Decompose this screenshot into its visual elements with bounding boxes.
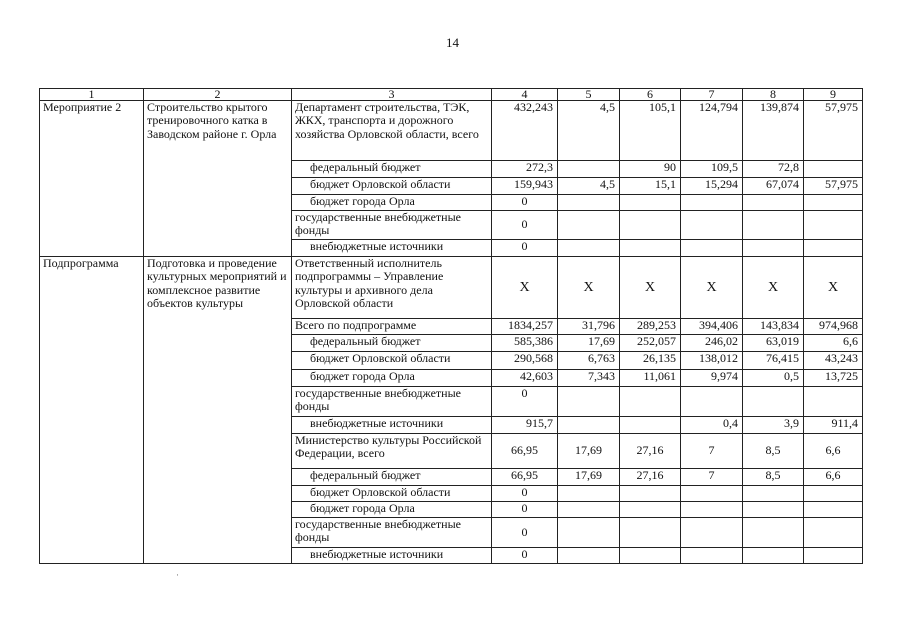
value-cell: 585,386	[492, 335, 558, 352]
value-cell: 17,69	[558, 335, 620, 352]
subprogram-name-cell: Подготовка и проведение культурных мероприятий и комплексное развитие объектов культуры	[144, 257, 292, 564]
value-cell: 17,69	[558, 434, 620, 469]
value-cell	[620, 195, 681, 211]
value-cell	[804, 548, 863, 564]
value-cell: 8,5	[743, 469, 804, 486]
funding-source-cell: федеральный бюджет	[292, 335, 492, 352]
value-cell: 6,6	[804, 335, 863, 352]
value-cell	[558, 502, 620, 518]
value-cell	[681, 502, 743, 518]
value-cell: 6,6	[804, 434, 863, 469]
value-cell	[743, 486, 804, 502]
funding-source-cell: государственные внебюджетные фонды	[292, 518, 492, 548]
value-cell: 13,725	[804, 370, 863, 387]
value-cell	[804, 387, 863, 417]
value-cell: 911,4	[804, 417, 863, 434]
value-cell: 394,406	[681, 319, 743, 335]
value-cell: 76,415	[743, 352, 804, 370]
value-cell: 9,974	[681, 370, 743, 387]
value-cell	[620, 417, 681, 434]
header-row	[40, 89, 863, 101]
column-number: 9	[804, 89, 863, 101]
value-cell: 974,968	[804, 319, 863, 335]
value-cell	[804, 502, 863, 518]
value-cell	[558, 161, 620, 178]
value-cell: 31,796	[558, 319, 620, 335]
value-cell: 67,074	[743, 178, 804, 195]
column-number: 1	[40, 89, 144, 101]
value-cell: 0	[492, 518, 558, 548]
value-cell	[620, 240, 681, 257]
value-cell	[681, 240, 743, 257]
value-cell: 124,794	[681, 101, 743, 161]
value-cell: Х	[492, 257, 558, 319]
value-cell	[558, 195, 620, 211]
column-number: 2	[144, 89, 292, 101]
funding-source-cell: государственные внебюджетные фонды	[292, 211, 492, 240]
value-cell	[620, 211, 681, 240]
value-cell: 0	[492, 211, 558, 240]
value-cell: 432,243	[492, 101, 558, 161]
value-cell	[558, 548, 620, 564]
value-cell	[681, 211, 743, 240]
funding-source-cell: бюджет Орловской области	[292, 352, 492, 370]
value-cell: 15,1	[620, 178, 681, 195]
funding-source-cell: государственные внебюджетные фонды	[292, 387, 492, 417]
value-cell: 7	[681, 469, 743, 486]
value-cell: 290,568	[492, 352, 558, 370]
budget-table	[39, 88, 863, 564]
value-cell: 72,8	[743, 161, 804, 178]
value-cell: 1834,257	[492, 319, 558, 335]
value-cell: 66,95	[492, 434, 558, 469]
value-cell: 43,243	[804, 352, 863, 370]
table-row	[40, 101, 863, 161]
funding-source-cell: внебюджетные источники	[292, 417, 492, 434]
value-cell: 143,834	[743, 319, 804, 335]
value-cell: 252,057	[620, 335, 681, 352]
value-cell: 8,5	[743, 434, 804, 469]
value-cell	[620, 502, 681, 518]
value-cell	[558, 387, 620, 417]
value-cell	[681, 548, 743, 564]
value-cell: 63,019	[743, 335, 804, 352]
funding-source-cell: бюджет Орловской области	[292, 486, 492, 502]
value-cell: 0	[492, 387, 558, 417]
funding-source-cell: внебюджетные источники	[292, 240, 492, 257]
value-cell: 246,02	[681, 335, 743, 352]
value-cell: 138,012	[681, 352, 743, 370]
funding-source-cell: бюджет города Орла	[292, 370, 492, 387]
table-row	[40, 257, 863, 319]
value-cell	[681, 518, 743, 548]
scan-mark: ·	[176, 570, 179, 580]
value-cell: 57,975	[804, 178, 863, 195]
value-cell: 42,603	[492, 370, 558, 387]
value-cell: 15,294	[681, 178, 743, 195]
value-cell: 0	[492, 240, 558, 257]
value-cell: 915,7	[492, 417, 558, 434]
value-cell	[804, 240, 863, 257]
value-cell	[558, 518, 620, 548]
value-cell: 109,5	[681, 161, 743, 178]
funding-source-cell: бюджет Орловской области	[292, 178, 492, 195]
value-cell	[743, 211, 804, 240]
value-cell: 57,975	[804, 101, 863, 161]
funding-source-cell: Департамент строительства, ТЭК, ЖКХ, транспорта и дорожного хозяйства Орловской области, всего	[292, 101, 492, 161]
value-cell: 0	[492, 486, 558, 502]
value-cell	[743, 548, 804, 564]
responsible-executor-cell: Ответственный исполнитель подпрограммы – Управление культуры и архивного дела Орловской области	[292, 257, 492, 319]
value-cell	[681, 486, 743, 502]
value-cell: 17,69	[558, 469, 620, 486]
value-cell: 27,16	[620, 469, 681, 486]
column-number: 3	[292, 89, 492, 101]
value-cell	[804, 518, 863, 548]
value-cell: Х	[558, 257, 620, 319]
value-cell: 4,5	[558, 101, 620, 161]
funding-source-cell: Министерство культуры Российской Федерации, всего	[292, 434, 492, 469]
funding-source-cell: внебюджетные источники	[292, 548, 492, 564]
value-cell: Х	[620, 257, 681, 319]
value-cell: 289,253	[620, 319, 681, 335]
event-cell: Мероприятие 2	[40, 101, 144, 257]
value-cell	[743, 240, 804, 257]
value-cell: 0	[492, 502, 558, 518]
value-cell: 0,4	[681, 417, 743, 434]
value-cell: 6,763	[558, 352, 620, 370]
column-number: 6	[620, 89, 681, 101]
column-number: 8	[743, 89, 804, 101]
value-cell	[681, 387, 743, 417]
funding-source-cell: федеральный бюджет	[292, 161, 492, 178]
value-cell: 4,5	[558, 178, 620, 195]
value-cell: Х	[681, 257, 743, 319]
value-cell	[620, 387, 681, 417]
column-number: 4	[492, 89, 558, 101]
page-number: 14	[446, 35, 459, 50]
value-cell	[558, 211, 620, 240]
funding-source-cell: бюджет города Орла	[292, 502, 492, 518]
value-cell: 66,95	[492, 469, 558, 486]
value-cell	[743, 502, 804, 518]
value-cell: 6,6	[804, 469, 863, 486]
value-cell	[620, 486, 681, 502]
value-cell: 26,135	[620, 352, 681, 370]
value-cell: 27,16	[620, 434, 681, 469]
value-cell: 139,874	[743, 101, 804, 161]
value-cell: Х	[804, 257, 863, 319]
value-cell	[804, 161, 863, 178]
value-cell: 11,061	[620, 370, 681, 387]
value-cell	[681, 195, 743, 211]
value-cell: 0	[492, 548, 558, 564]
funding-source-cell: бюджет города Орла	[292, 195, 492, 211]
value-cell	[558, 240, 620, 257]
value-cell	[743, 195, 804, 211]
funding-source-cell: Всего по подпрограмме	[292, 319, 492, 335]
value-cell: Х	[743, 257, 804, 319]
value-cell	[804, 211, 863, 240]
value-cell: 0	[492, 195, 558, 211]
column-number: 7	[681, 89, 743, 101]
value-cell: 90	[620, 161, 681, 178]
value-cell: 159,943	[492, 178, 558, 195]
value-cell: 105,1	[620, 101, 681, 161]
value-cell	[804, 486, 863, 502]
value-cell	[743, 387, 804, 417]
value-cell	[558, 486, 620, 502]
subprogram-cell: Подпрограмма	[40, 257, 144, 564]
value-cell	[620, 518, 681, 548]
event-name-cell: Строительство крытого тренировочного катка в Заводском районе г. Орла	[144, 101, 292, 257]
value-cell	[804, 195, 863, 211]
value-cell	[558, 417, 620, 434]
column-number: 5	[558, 89, 620, 101]
value-cell: 7,343	[558, 370, 620, 387]
value-cell	[620, 548, 681, 564]
funding-source-cell: федеральный бюджет	[292, 469, 492, 486]
value-cell: 0,5	[743, 370, 804, 387]
value-cell: 3,9	[743, 417, 804, 434]
value-cell	[743, 518, 804, 548]
value-cell: 7	[681, 434, 743, 469]
value-cell: 272,3	[492, 161, 558, 178]
